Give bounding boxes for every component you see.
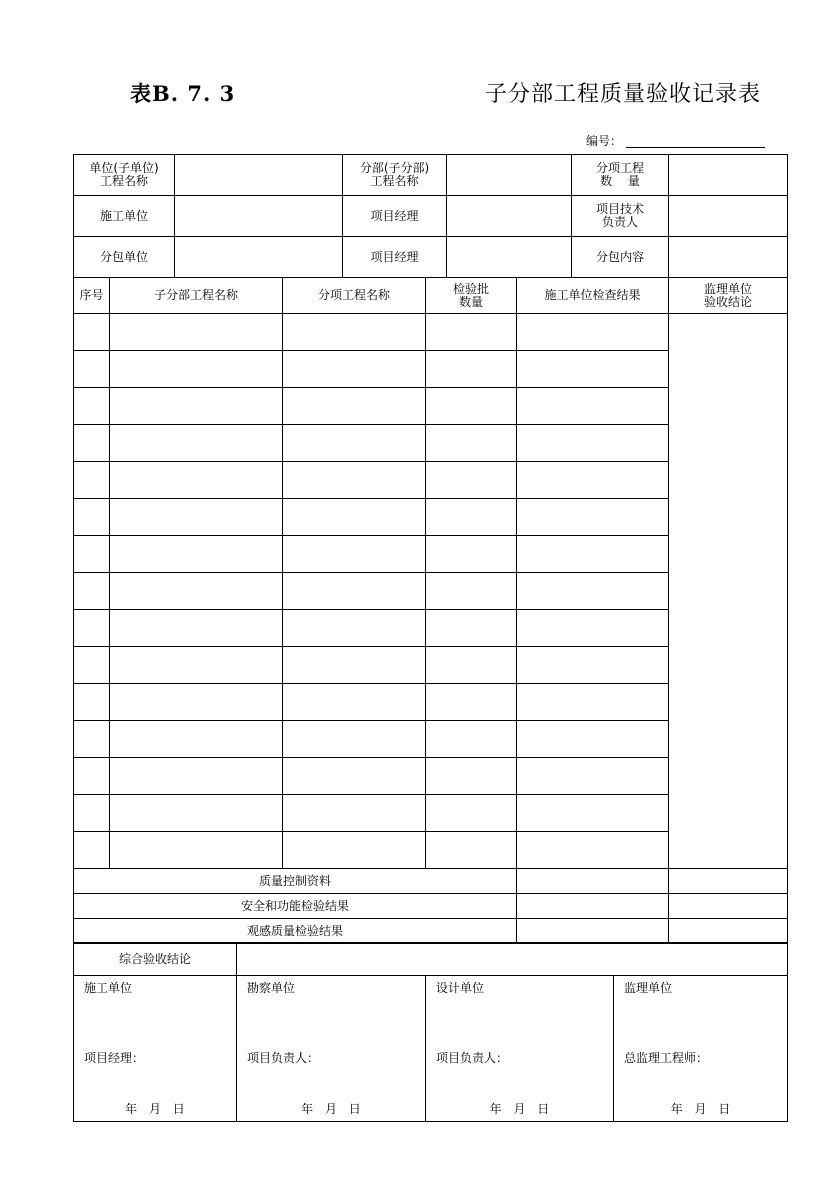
contractor-label: 施工单位 [74, 196, 175, 237]
sign-date: 年 月 日 [125, 1102, 185, 1116]
row-sub-division-cell[interactable] [110, 795, 283, 832]
col-header-supervisor-conclusion: 监理单位 验收结论 [669, 278, 788, 314]
sign-date: 年 月 日 [670, 1102, 731, 1116]
col-header-sub-division: 子分部工程名称 [110, 278, 283, 314]
sign-block-design[interactable] [426, 976, 614, 1122]
row-sub-division-cell[interactable] [110, 684, 283, 721]
row-sub-division-cell[interactable] [110, 351, 283, 388]
summary-safety-function-result[interactable] [517, 894, 669, 919]
row-contractor-result-cell[interactable] [517, 536, 669, 573]
sign-role: 项目经理： [84, 1051, 145, 1065]
row-sub-division-cell[interactable] [110, 536, 283, 573]
row-contractor-result-cell[interactable] [517, 758, 669, 795]
row-sub-division-cell[interactable] [110, 573, 283, 610]
row-seq-cell[interactable] [74, 462, 110, 499]
tech-lead-field[interactable] [669, 196, 788, 237]
row-item-name-cell[interactable] [283, 462, 426, 499]
row-sub-division-cell[interactable] [110, 314, 283, 351]
sign-block-contractor[interactable] [74, 976, 237, 1122]
row-sub-division-cell[interactable] [110, 610, 283, 647]
row-contractor-result-cell[interactable] [517, 795, 669, 832]
overall-conclusion-field[interactable] [237, 943, 788, 976]
row-contractor-result-cell[interactable] [517, 499, 669, 536]
row-item-name-cell[interactable] [283, 314, 426, 351]
summary-quality-control-label: 质量控制资料 [74, 869, 517, 894]
row-batch-count-cell[interactable] [426, 610, 517, 647]
col-header-batch-count: 检验批 数量 [426, 278, 517, 314]
col-header-item-name: 分项工程名称 [283, 278, 426, 314]
unit-project-name-label: 单位(子单位) 工程名称 [74, 155, 175, 196]
contractor-field[interactable] [175, 196, 343, 237]
row-sub-division-cell[interactable] [110, 832, 283, 869]
sign-block-survey[interactable] [237, 976, 426, 1122]
row-item-name-cell[interactable] [283, 388, 426, 425]
table-number: 表B. 7. 3 [130, 81, 236, 106]
summary-safety-function-label: 安全和功能检验结果 [74, 894, 517, 919]
row-batch-count-cell[interactable] [426, 684, 517, 721]
inspection-table [73, 277, 788, 944]
row-seq-cell[interactable] [74, 721, 110, 758]
summary-quality-control-conclusion[interactable] [669, 869, 788, 894]
row-seq-cell[interactable] [74, 684, 110, 721]
row-item-name-cell[interactable] [283, 647, 426, 684]
supervisor-conclusion-cell[interactable] [669, 314, 788, 869]
row-item-name-cell[interactable] [283, 499, 426, 536]
row-batch-count-cell[interactable] [426, 314, 517, 351]
row-item-name-cell[interactable] [283, 351, 426, 388]
division-project-name-label: 分部(子分部) 工程名称 [343, 155, 447, 196]
project-info-table [73, 154, 788, 278]
row-batch-count-cell[interactable] [426, 499, 517, 536]
row-batch-count-cell[interactable] [426, 795, 517, 832]
row-seq-cell[interactable] [74, 758, 110, 795]
col-header-contractor-result: 施工单位检查结果 [517, 278, 669, 314]
sign-org: 勘察单位 [247, 981, 296, 995]
row-contractor-result-cell[interactable] [517, 314, 669, 351]
row-batch-count-cell[interactable] [426, 388, 517, 425]
item-count-label: 分项工程 数 量 [572, 155, 669, 196]
row-contractor-result-cell[interactable] [517, 832, 669, 869]
item-count-field[interactable] [669, 155, 788, 196]
row-contractor-result-cell[interactable] [517, 647, 669, 684]
row-seq-cell[interactable] [74, 647, 110, 684]
sign-role: 项目负责人： [436, 1051, 509, 1065]
row-item-name-cell[interactable] [283, 832, 426, 869]
row-item-name-cell[interactable] [283, 610, 426, 647]
summary-appearance-conclusion[interactable] [669, 919, 788, 944]
row-seq-cell[interactable] [74, 832, 110, 869]
serial-label: 编号： [586, 134, 623, 148]
sign-role: 项目负责人： [247, 1051, 320, 1065]
row-sub-division-cell[interactable] [110, 388, 283, 425]
row-item-name-cell[interactable] [283, 758, 426, 795]
row-batch-count-cell[interactable] [426, 647, 517, 684]
sign-block-supervisor[interactable] [614, 976, 788, 1122]
row-seq-cell[interactable] [74, 795, 110, 832]
sub-content-label: 分包内容 [572, 237, 669, 278]
row-contractor-result-cell[interactable] [517, 388, 669, 425]
row-seq-cell[interactable] [74, 351, 110, 388]
row-item-name-cell[interactable] [283, 795, 426, 832]
row-seq-cell[interactable] [74, 536, 110, 573]
row-contractor-result-cell[interactable] [517, 351, 669, 388]
row-item-name-cell[interactable] [283, 721, 426, 758]
row-batch-count-cell[interactable] [426, 351, 517, 388]
row-sub-division-cell[interactable] [110, 758, 283, 795]
sign-date: 年 月 日 [301, 1102, 361, 1116]
row-batch-count-cell[interactable] [426, 462, 517, 499]
row-batch-count-cell[interactable] [426, 721, 517, 758]
row-seq-cell[interactable] [74, 573, 110, 610]
sub-content-field[interactable] [669, 237, 788, 278]
sub-project-manager-field[interactable] [447, 237, 572, 278]
summary-quality-control-result[interactable] [517, 869, 669, 894]
summary-appearance-result[interactable] [517, 919, 669, 944]
subcontractor-field[interactable] [175, 237, 343, 278]
overall-conclusion-label: 综合验收结论 [74, 943, 237, 976]
row-batch-count-cell[interactable] [426, 536, 517, 573]
col-header-seq: 序号 [74, 278, 110, 314]
division-project-name-field[interactable] [447, 155, 572, 196]
serial-number-field[interactable] [626, 147, 765, 148]
row-seq-cell[interactable] [74, 499, 110, 536]
sign-date: 年 月 日 [489, 1102, 550, 1116]
row-contractor-result-cell[interactable] [517, 462, 669, 499]
unit-project-name-field[interactable] [175, 155, 343, 196]
page-title: 子分部工程质量验收记录表 [485, 82, 762, 107]
row-seq-cell[interactable] [74, 610, 110, 647]
sign-off-table [73, 942, 788, 1122]
row-sub-division-cell[interactable] [110, 425, 283, 462]
sign-org: 设计单位 [436, 981, 485, 995]
row-contractor-result-cell[interactable] [517, 573, 669, 610]
row-item-name-cell[interactable] [283, 573, 426, 610]
summary-safety-function-conclusion[interactable] [669, 894, 788, 919]
row-sub-division-cell[interactable] [110, 462, 283, 499]
row-seq-cell[interactable] [74, 314, 110, 351]
row-sub-division-cell[interactable] [110, 721, 283, 758]
row-seq-cell[interactable] [74, 425, 110, 462]
row-item-name-cell[interactable] [283, 425, 426, 462]
sub-project-manager-label: 项目经理 [343, 237, 447, 278]
row-batch-count-cell[interactable] [426, 425, 517, 462]
row-contractor-result-cell[interactable] [517, 425, 669, 462]
row-sub-division-cell[interactable] [110, 499, 283, 536]
row-batch-count-cell[interactable] [426, 573, 517, 610]
row-contractor-result-cell[interactable] [517, 610, 669, 647]
subcontractor-label: 分包单位 [74, 237, 175, 278]
table-row [74, 314, 788, 351]
project-manager-label: 项目经理 [343, 196, 447, 237]
row-item-name-cell[interactable] [283, 684, 426, 721]
row-seq-cell[interactable] [74, 388, 110, 425]
row-contractor-result-cell[interactable] [517, 684, 669, 721]
project-manager-field[interactable] [447, 196, 572, 237]
summary-appearance-label: 观感质量检验结果 [74, 919, 517, 944]
tech-lead-label: 项目技术 负责人 [572, 196, 669, 237]
sign-org: 施工单位 [84, 981, 133, 995]
row-sub-division-cell[interactable] [110, 647, 283, 684]
sign-org: 监理单位 [624, 981, 673, 995]
row-contractor-result-cell[interactable] [517, 721, 669, 758]
row-batch-count-cell[interactable] [426, 832, 517, 869]
sign-role: 总监理工程师： [624, 1051, 709, 1065]
row-item-name-cell[interactable] [283, 536, 426, 573]
row-batch-count-cell[interactable] [426, 758, 517, 795]
